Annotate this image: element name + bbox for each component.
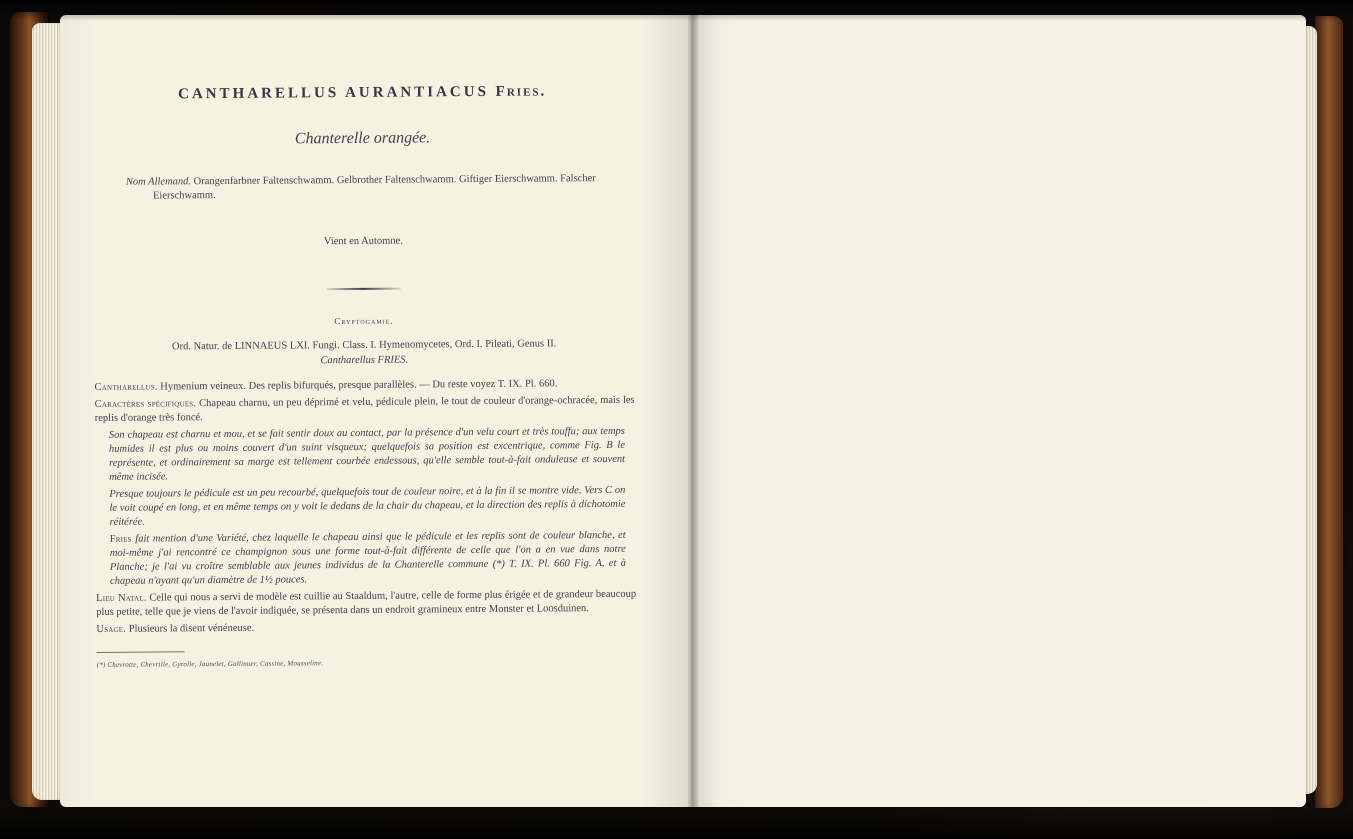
- german-names-label: Nom Allemand.: [125, 176, 192, 188]
- german-names: [93, 172, 633, 204]
- paragraph-fries-label: Fries: [109, 533, 132, 545]
- paragraph-cantharellus-text: Hymenium veineux. Des replis bifurqués, presque parallèles. — Du reste voyez T. IX. Pl. 660.: [160, 378, 558, 393]
- paragraph-characters: [95, 394, 635, 426]
- paragraph-usage-text: Plusieurs la disent vénéneuse.: [128, 622, 255, 635]
- paragraph-lieu-natal: [96, 588, 636, 620]
- paragraph-characters-text: Chapeau charnu, un peu déprimé et velu, pédicule plein, le tout de couleur d'orange-ochracée, mais les replis d'orange très foncé.: [94, 394, 635, 424]
- title-main: CANTHARELLUS AURANTIACUS: [178, 83, 489, 103]
- paragraph-cantharellus: [94, 377, 634, 395]
- classification-block: [94, 337, 634, 370]
- right-book-cover: [1315, 16, 1343, 808]
- paragraph-usage: [96, 619, 636, 637]
- classification-line-1: Ord. Natur. de LINNAEUS LXI. Fungi. Class. I. Hymenomycetes, Ord. I. Pileati, Genus II.: [171, 338, 557, 353]
- paragraph-lieu-natal-text: Celle qui nous a servi de modèle est cuillie au Staaldum, l'autre, celle de forme plus érigée et de grandeur beaucoup plus petite, telle que je viens de l'avoir indiquée, se présenta dans un endroit gramineux entre Monster et Loosduinen.: [96, 588, 637, 618]
- title-author: Fries.: [495, 83, 547, 100]
- paragraph-fries: [96, 529, 636, 589]
- book-gutter: [688, 15, 698, 807]
- page-subtitle: Chanterelle orangée.: [294, 129, 431, 148]
- classification-line-2: Cantharellus FRIES.: [320, 354, 409, 367]
- paragraph-fries-text: fait mention d'une Variété, chez laquelle le chapeau ainsi que le pédicule et les replis sont de couleur blanche, et moi-même j'ai rencontré ce champignon sous une forme tout-à-fait différente de celle que l'on a en vue dans notre Planche; je l'ai vu croître semblable aux jeunes individus de la Chanterelle commune (*) T. IX. Pl. 660 Fig. A, et à chapeau n'ayant qu'un diamètre de 1½ pouces.: [109, 529, 626, 587]
- description-paragraph-1: Son chapeau est charnu et mou, et se fait sentir doux au contact, par la présence d'un velu court et très touffu; aux temps humides il est plus ou moins couvert d'un suint visqueux; quelquefois sa position est excentrique, comme Fig. B le représente, et ordinairement sa marge est tellement courbée endessous, qu'elle semble tout-à-fait onduleuse et souvent même incisée.: [108, 425, 626, 483]
- cryptogamie-heading: Cryptogamie.: [334, 315, 394, 327]
- left-page-text: [92, 66, 637, 669]
- paragraph-characters-label: Caractères spécifiques.: [94, 398, 197, 410]
- footnote-divider: [97, 651, 185, 653]
- german-names-text: Orangenfarbner Faltenschwamm. Gelbrother Faltenschwamm. Giftiger Eierschwamm. Falscher Eierschwamm.: [152, 173, 596, 202]
- right-page: [693, 15, 1306, 807]
- description-paragraph-2: Presque toujours le pédicule est un peu recourbé, quelquefois tout de couleur noire, et à la fin il se montre vide. Vers C on le voit coupé en long, et en même temps on y voit le dedans de la chair du chapeau, et la direction des replis à dichotomie réitérée.: [109, 484, 626, 528]
- season-line: Vient en Automne.: [323, 235, 403, 248]
- paragraph-usage-label: Usage.: [96, 623, 127, 635]
- page-title: [92, 83, 632, 104]
- footnote-text: (*) Chevrotte, Chevrille, Gyrolle, Jaunelet, Gallinuer, Cassine, Mousseline.: [96, 659, 324, 669]
- paragraph-lieu-natal-label: Lieu Natal.: [96, 592, 147, 604]
- paragraph-cantharellus-label: Cantharellus.: [94, 381, 158, 393]
- bottom-shadow: [0, 807, 1353, 839]
- ornamental-divider: [327, 286, 401, 293]
